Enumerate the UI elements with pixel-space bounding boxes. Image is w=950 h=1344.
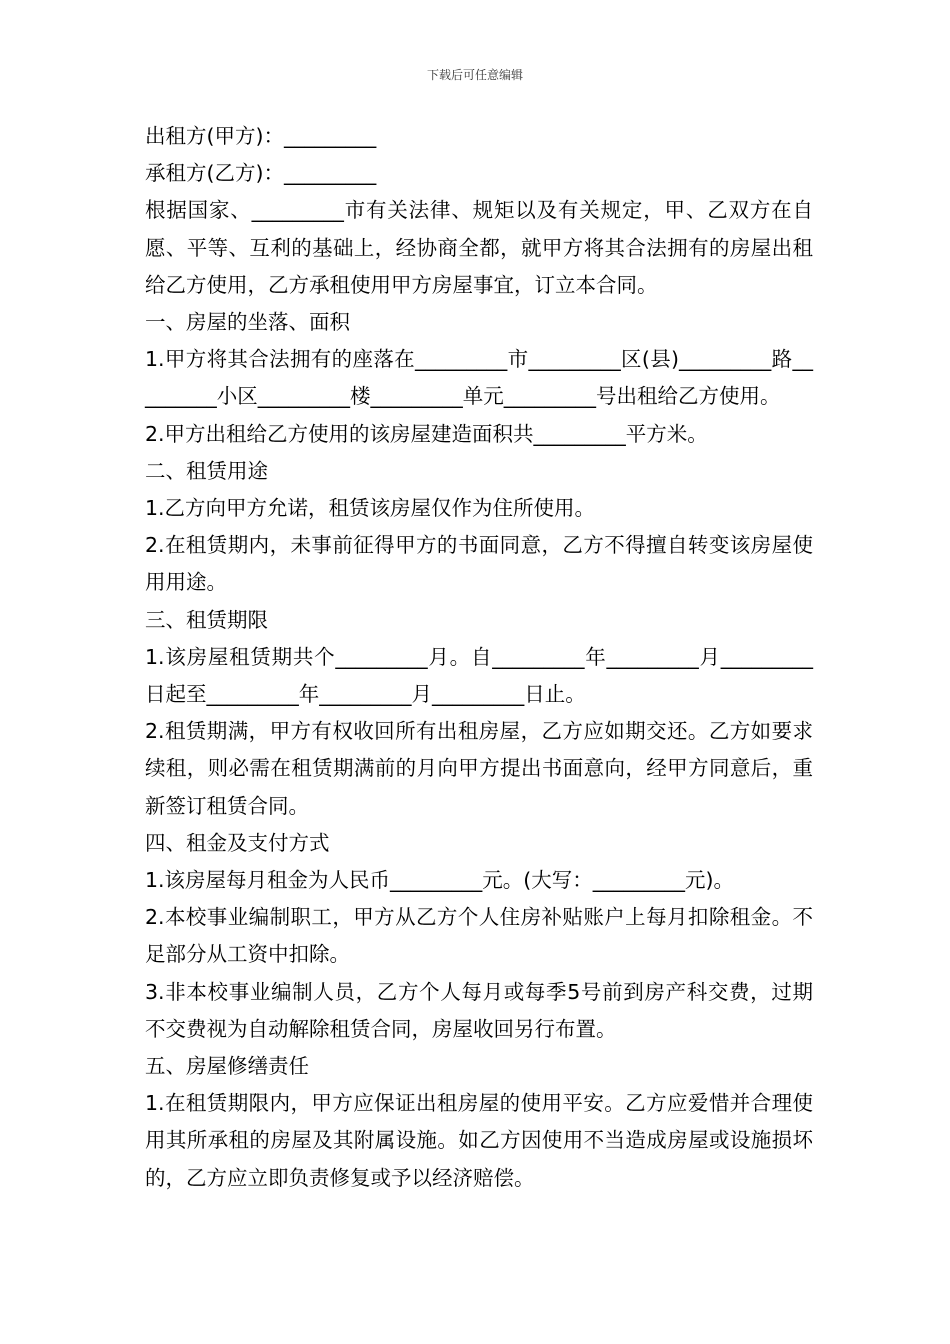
section-heading: 五、房屋修缮责任 [145, 1054, 309, 1079]
section-heading: 四、租金及支付方式 [145, 830, 330, 855]
header-note: 下载后可任意编辑 [426, 68, 523, 82]
clause: 1.该房屋每月租金为人民币_________元。(大写：_________元)。 [145, 868, 735, 893]
clause: 1.乙方向甲方允诺，租赁该房屋仅作为住所使用。 [145, 496, 596, 521]
clause: 1.该房屋租赁期共个_________月。自_________年_________月_________日起至_________年_________月_________日止。 [145, 644, 813, 707]
section-heading: 三、租赁期限 [145, 607, 268, 632]
section-heading: 一、房屋的坐落、面积 [145, 310, 350, 335]
lessee-line: 承租方(乙方)：_________ [145, 161, 377, 186]
clause: 2.本校事业编制职工，甲方从乙方个人住房补贴账户上每月扣除租金。不足部分从工资中扣除。 [145, 905, 813, 967]
clause: 2.租赁期满，甲方有权收回所有出租房屋，乙方应如期交还。乙方如要求续租，则必需在租赁期满前的月向甲方提出书面意向，经甲方同意后，重新签订租赁合同。 [145, 719, 813, 818]
clause: 1.甲方将其合法拥有的座落在_________市_________区(县)_________路_________小区_________楼_________单元_________号出租给乙方使用。 [145, 347, 813, 409]
contract-body [145, 118, 813, 1197]
clause: 2.甲方出租给乙方使用的该房屋建造面积共_________平方米。 [145, 421, 708, 446]
lessor-line: 出租方(甲方)：_________ [145, 124, 377, 148]
clause: 1.在租赁期限内，甲方应保证出租房屋的使用平安。乙方应爱惜并合理使用其所承租的房屋及其附属设施。如乙方因使用不当造成房屋或设施损坏的，乙方应立即负责修复或予以经济赔偿。 [145, 1091, 813, 1190]
clause: 2.在租赁期内，未事前征得甲方的书面同意，乙方不得擅自转变该房屋使用用途。 [145, 533, 813, 595]
section-heading: 二、租赁用途 [145, 458, 268, 483]
clause: 3.非本校事业编制人员，乙方个人每月或每季5号前到房产科交费，过期不交费视为自动解除租赁合同，房屋收回另行布置。 [145, 979, 813, 1041]
preamble: 根据国家、_________市有关法律、规矩以及有关规定，甲、乙双方在自愿、平等、互利的基础上，经协商全都，就甲方将其合法拥有的房屋出租给乙方使用，乙方承租使用甲方房屋事宜，订立本合同。 [145, 198, 813, 297]
